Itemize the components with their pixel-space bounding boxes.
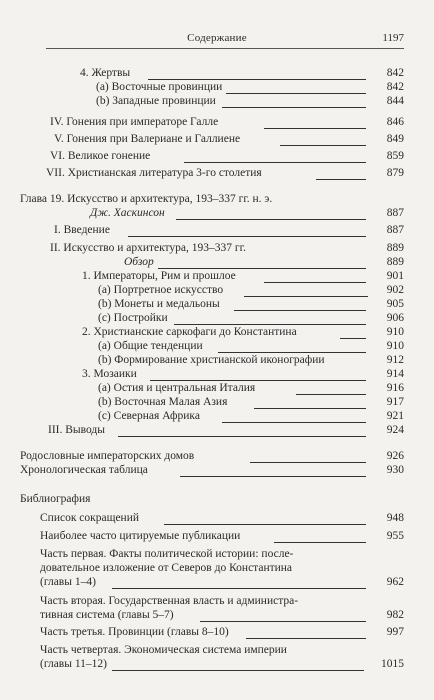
toc-entry[interactable] [50, 115, 404, 129]
toc-entry[interactable] [50, 149, 404, 163]
toc-entry-label: 3. Мозаики [82, 368, 137, 380]
leader-line [274, 542, 366, 543]
toc-entry-page: 910 [386, 326, 404, 338]
toc-entry-label-line2: довательное изложение от Северов до Константина [40, 562, 293, 574]
toc-entry-label: (c) Северная Африка [98, 410, 200, 422]
toc-entry[interactable] [96, 80, 404, 94]
toc-entry-page: 926 [386, 450, 404, 462]
toc-entry-page: 962 [386, 576, 404, 588]
toc-entry-label: Обзор [124, 256, 154, 268]
toc-entry[interactable] [20, 449, 404, 463]
leader-line [264, 128, 366, 129]
toc-entry-page: 905 [386, 298, 404, 310]
toc-entry-label: I. Введение [54, 224, 110, 236]
toc-entry-label: (c) Постройки [98, 312, 168, 324]
toc-entry[interactable] [90, 206, 404, 220]
toc-entry-page: 914 [386, 368, 404, 380]
toc-entry[interactable] [82, 325, 404, 339]
header-rule [46, 48, 404, 49]
toc-entry[interactable] [80, 66, 404, 80]
toc-entry-label: Список сокращений [40, 512, 140, 524]
toc-entry-label: VI. Великое гонение [50, 150, 151, 162]
toc-entry-label: Часть вторая. Государственная власть и администра- [40, 595, 299, 607]
toc-entry[interactable] [48, 423, 404, 437]
leader-line [222, 107, 366, 108]
toc-entry-page: 948 [386, 512, 404, 524]
toc-entry[interactable] [98, 353, 404, 367]
toc-entry-label: (b) Западные провинции [96, 95, 216, 107]
toc-entry[interactable] [124, 255, 404, 269]
toc-entry-label: 2. Христианские саркофаги до Константина [82, 326, 297, 338]
toc-entry-label: IV. Гонения при императоре Галле [50, 116, 219, 128]
toc-entry-page: 924 [386, 424, 404, 436]
toc-entry-page: 849 [386, 133, 404, 145]
toc-entry[interactable] [98, 339, 404, 353]
toc-entry[interactable] [40, 643, 404, 671]
leader-line [164, 524, 366, 525]
toc-entry-label-line2: тивная система (главы 5–7) [40, 609, 174, 621]
leader-line [316, 179, 366, 180]
header-page-number: 1197 [382, 32, 404, 44]
toc-entry-page: 879 [386, 167, 404, 179]
toc-entry-label-line2: (главы 11–12) [40, 658, 107, 670]
leader-line [180, 476, 366, 477]
toc-entry[interactable] [40, 547, 404, 589]
toc-entry-page: 842 [386, 81, 404, 93]
toc-entry-label: II. Искусство и архитектура, 193–337 гг. [50, 242, 246, 254]
toc-entry-page: 889 [386, 256, 404, 268]
leader-line [176, 219, 366, 220]
toc-entry-label: Часть первая. Факты политической истории: после- [40, 548, 294, 560]
toc-entry[interactable] [40, 511, 404, 525]
toc-entry[interactable] [98, 283, 404, 297]
toc-entry-page: 982 [386, 609, 404, 621]
toc-entry-page: 846 [386, 116, 404, 128]
toc-entry-label-line3: (главы 1–4) [40, 576, 96, 588]
toc-entry[interactable] [98, 311, 404, 325]
toc-entry-page: 910 [386, 340, 404, 352]
toc-entry[interactable] [82, 367, 404, 381]
toc-entry[interactable] [54, 223, 404, 237]
toc-entry-label: (a) Восточные провинции [96, 81, 223, 93]
toc-entry-label: Часть четвертая. Экономическая система империи [40, 644, 287, 656]
chapter-heading[interactable] [20, 192, 404, 206]
toc-entry[interactable] [98, 297, 404, 311]
toc-entry[interactable] [40, 529, 404, 543]
leader-line [112, 670, 364, 671]
leader-line [118, 436, 366, 437]
toc-entry-label: (a) Общие тенденции [98, 340, 203, 352]
toc-entry-page: 930 [386, 464, 404, 476]
toc-entry-page: 906 [386, 312, 404, 324]
toc-entry-label: (b) Формирование христианской иконографии [98, 354, 325, 366]
toc-entry-page: 842 [386, 67, 404, 79]
toc-entry[interactable] [82, 269, 404, 283]
leader-line [246, 638, 366, 639]
toc-entry-label: III. Выводы [48, 424, 105, 436]
toc-entry-page: 844 [386, 95, 404, 107]
toc-entry-label: (b) Восточная Малая Азия [98, 396, 228, 408]
toc-entry-page: 917 [386, 396, 404, 408]
toc-entry[interactable] [98, 409, 404, 423]
leader-line [128, 236, 366, 237]
toc-entry[interactable] [54, 132, 404, 146]
toc-entry-label: Наиболее часто цитируемые публикации [40, 530, 241, 542]
toc-entry-label: (a) Остия и центральная Италия [98, 382, 256, 394]
toc-entry-label: VII. Христианская литература 3-го столетия [46, 167, 262, 179]
toc-entry-label: (b) Монеты и медальоны [98, 298, 220, 310]
toc-entry-page: 916 [386, 382, 404, 394]
toc-entry-label: V. Гонения при Валериане и Галлиене [54, 133, 241, 145]
header-title: Содержание [187, 32, 247, 44]
leader-line [200, 621, 366, 622]
toc-entry-page: 859 [386, 150, 404, 162]
toc-entry-label: Родословные императорских домов [20, 450, 195, 462]
toc-entry-page: 1015 [381, 658, 404, 670]
chapter-title: Глава 19. Искусство и архитектура, 193–337 гг. н. э. [20, 193, 273, 205]
toc-entry-page: 889 [386, 242, 404, 254]
toc-entry-page: 955 [386, 530, 404, 542]
leader-line [184, 162, 366, 163]
section-title: Библиография [20, 493, 91, 505]
section-heading[interactable] [20, 492, 404, 506]
toc-entry[interactable] [46, 166, 404, 180]
toc-entry-label: 4. Жертвы [80, 67, 131, 79]
toc-entry[interactable] [50, 241, 404, 255]
toc-entry-page: 902 [386, 284, 404, 296]
toc-entry-page: 921 [386, 410, 404, 422]
toc-entry[interactable] [98, 381, 404, 395]
running-header [0, 0, 434, 44]
leader-line [112, 588, 366, 589]
toc-entry-label: 1. Императоры, Рим и прошлое [82, 270, 236, 282]
chapter-author: Дж. Хаскинсон [90, 207, 165, 219]
toc-entry-page: 887 [386, 207, 404, 219]
toc-entry-page: 912 [386, 354, 404, 366]
toc-entry-page: 901 [386, 270, 404, 282]
toc-entry-label: Часть третья. Провинции (главы 8–10) [40, 626, 229, 638]
leader-line [280, 145, 366, 146]
toc-entry[interactable] [96, 94, 404, 108]
toc-entry-label: (a) Портретное искусство [98, 284, 224, 296]
toc-entry[interactable] [40, 594, 404, 622]
toc-entry[interactable] [20, 463, 404, 477]
toc-entry-page: 887 [386, 224, 404, 236]
toc-entry[interactable] [98, 395, 404, 409]
toc-entry-page: 997 [386, 626, 404, 638]
toc-entry[interactable] [40, 625, 404, 639]
toc-entry-label: Хронологическая таблица [20, 464, 148, 476]
